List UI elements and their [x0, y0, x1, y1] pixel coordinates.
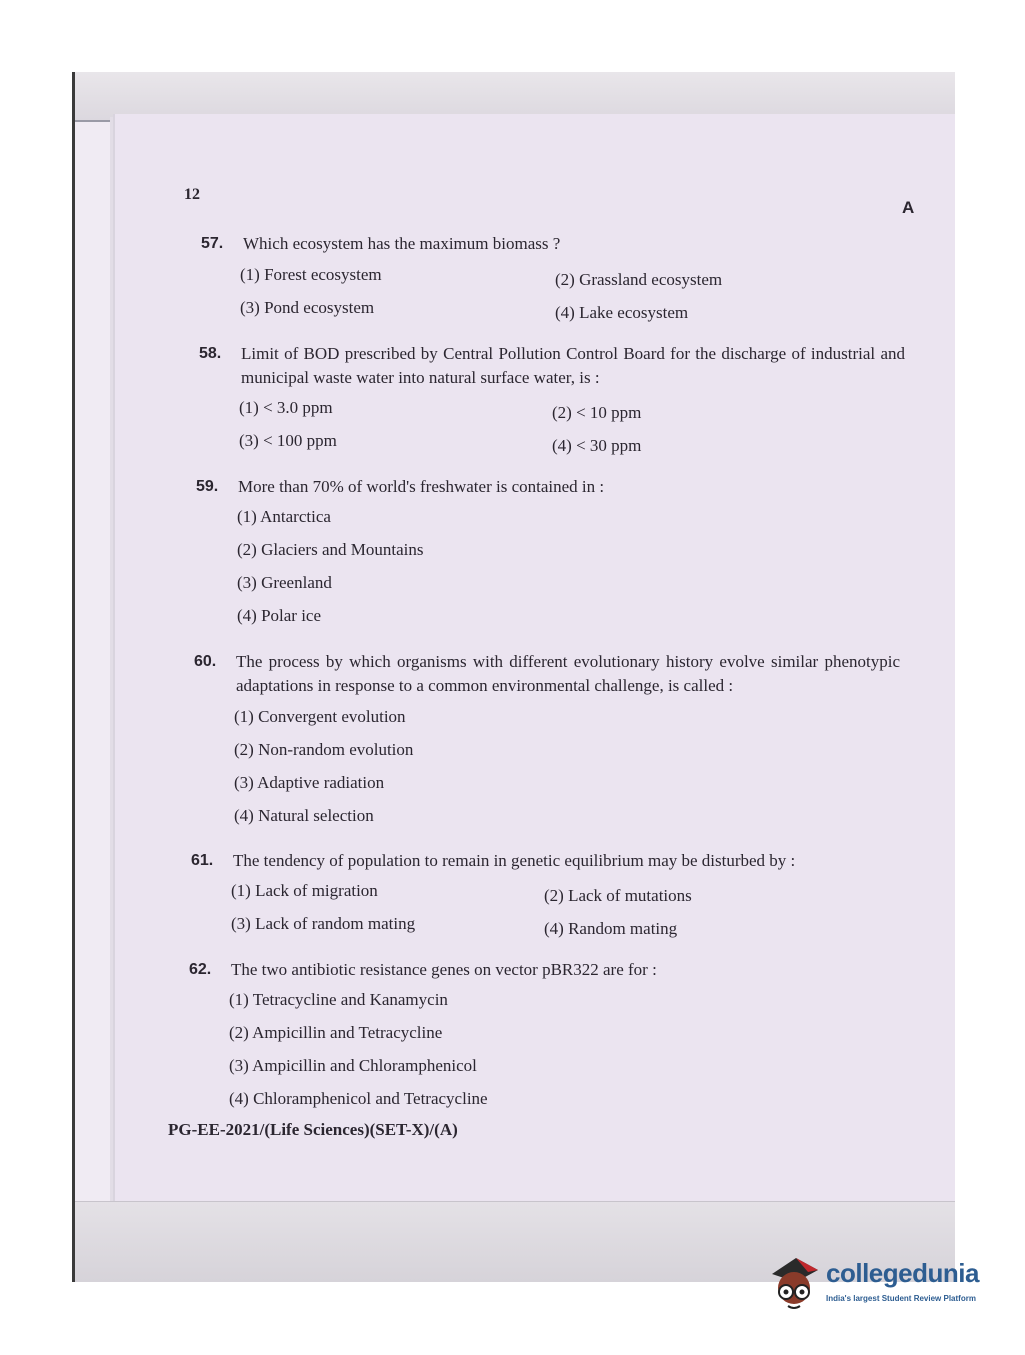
page-number: 12	[184, 186, 200, 203]
option-58-3: (3) < 100 ppm	[239, 431, 337, 450]
option-61-3: (3) Lack of random mating	[231, 914, 416, 933]
option-61-2: (2) Lack of mutations	[544, 886, 692, 905]
option-61-4: (4) Random mating	[544, 919, 678, 938]
question-number: 58.	[199, 345, 222, 362]
paper-code: PG-EE-2021/(Life Sciences)(SET-X)/(A)	[168, 1120, 458, 1139]
option-60-1: (1) Convergent evolution	[234, 707, 406, 726]
option-62-1: (1) Tetracycline and Kanamycin	[229, 990, 448, 1009]
option-57-3: (3) Pond ecosystem	[240, 298, 375, 317]
option-62-4: (4) Chloramphenicol and Tetracycline	[229, 1089, 488, 1108]
option-57-2: (2) Grassland ecosystem	[555, 270, 723, 289]
option-60-3: (3) Adaptive radiation	[234, 773, 385, 792]
question-number: 60.	[194, 653, 217, 670]
question-text: More than 70% of world's freshwater is contained in :	[238, 477, 605, 496]
question-number: 59.	[196, 478, 219, 495]
brand-name: collegedunia	[826, 1258, 979, 1288]
option-59-4: (4) Polar ice	[237, 606, 322, 625]
question-text: The process by which organisms with different evolutionary history evolve similar phenotypic adaptations in response to a common environmental challenge, is called :	[236, 652, 900, 695]
question-text: The two antibiotic resistance genes on vector pBR322 are for :	[231, 960, 657, 979]
brand-tagline: India's largest Student Review Platform	[826, 1294, 976, 1303]
question-text: Limit of BOD prescribed by Central Pollution Control Board for the discharge of industrial and municipal waste water into natural surface water, is :	[241, 344, 905, 387]
question-text: Which ecosystem has the maximum biomass ?	[243, 234, 561, 253]
option-60-4: (4) Natural selection	[234, 806, 374, 825]
option-57-4: (4) Lake ecosystem	[555, 303, 689, 322]
question-number: 61.	[191, 852, 214, 869]
option-59-2: (2) Glaciers and Mountains	[237, 540, 424, 559]
set-letter: A	[902, 198, 915, 217]
option-58-1: (1) < 3.0 ppm	[239, 398, 333, 417]
option-59-3: (3) Greenland	[237, 573, 332, 592]
option-60-2: (2) Non-random evolution	[234, 740, 414, 759]
option-62-3: (3) Ampicillin and Chloramphenicol	[229, 1056, 477, 1075]
collegedunia-watermark	[766, 1252, 996, 1312]
question-number: 62.	[189, 961, 212, 978]
option-61-1: (1) Lack of migration	[231, 881, 378, 900]
question-text: The tendency of population to remain in genetic equilibrium may be disturbed by :	[233, 851, 796, 870]
option-57-1: (1) Forest ecosystem	[240, 265, 382, 284]
option-62-2: (2) Ampicillin and Tetracycline	[229, 1023, 443, 1042]
option-58-2: (2) < 10 ppm	[552, 403, 642, 422]
mascot-icon	[766, 1252, 824, 1312]
option-58-4: (4) < 30 ppm	[552, 436, 642, 455]
question-number: 57.	[201, 235, 224, 252]
option-59-1: (1) Antarctica	[237, 507, 331, 526]
